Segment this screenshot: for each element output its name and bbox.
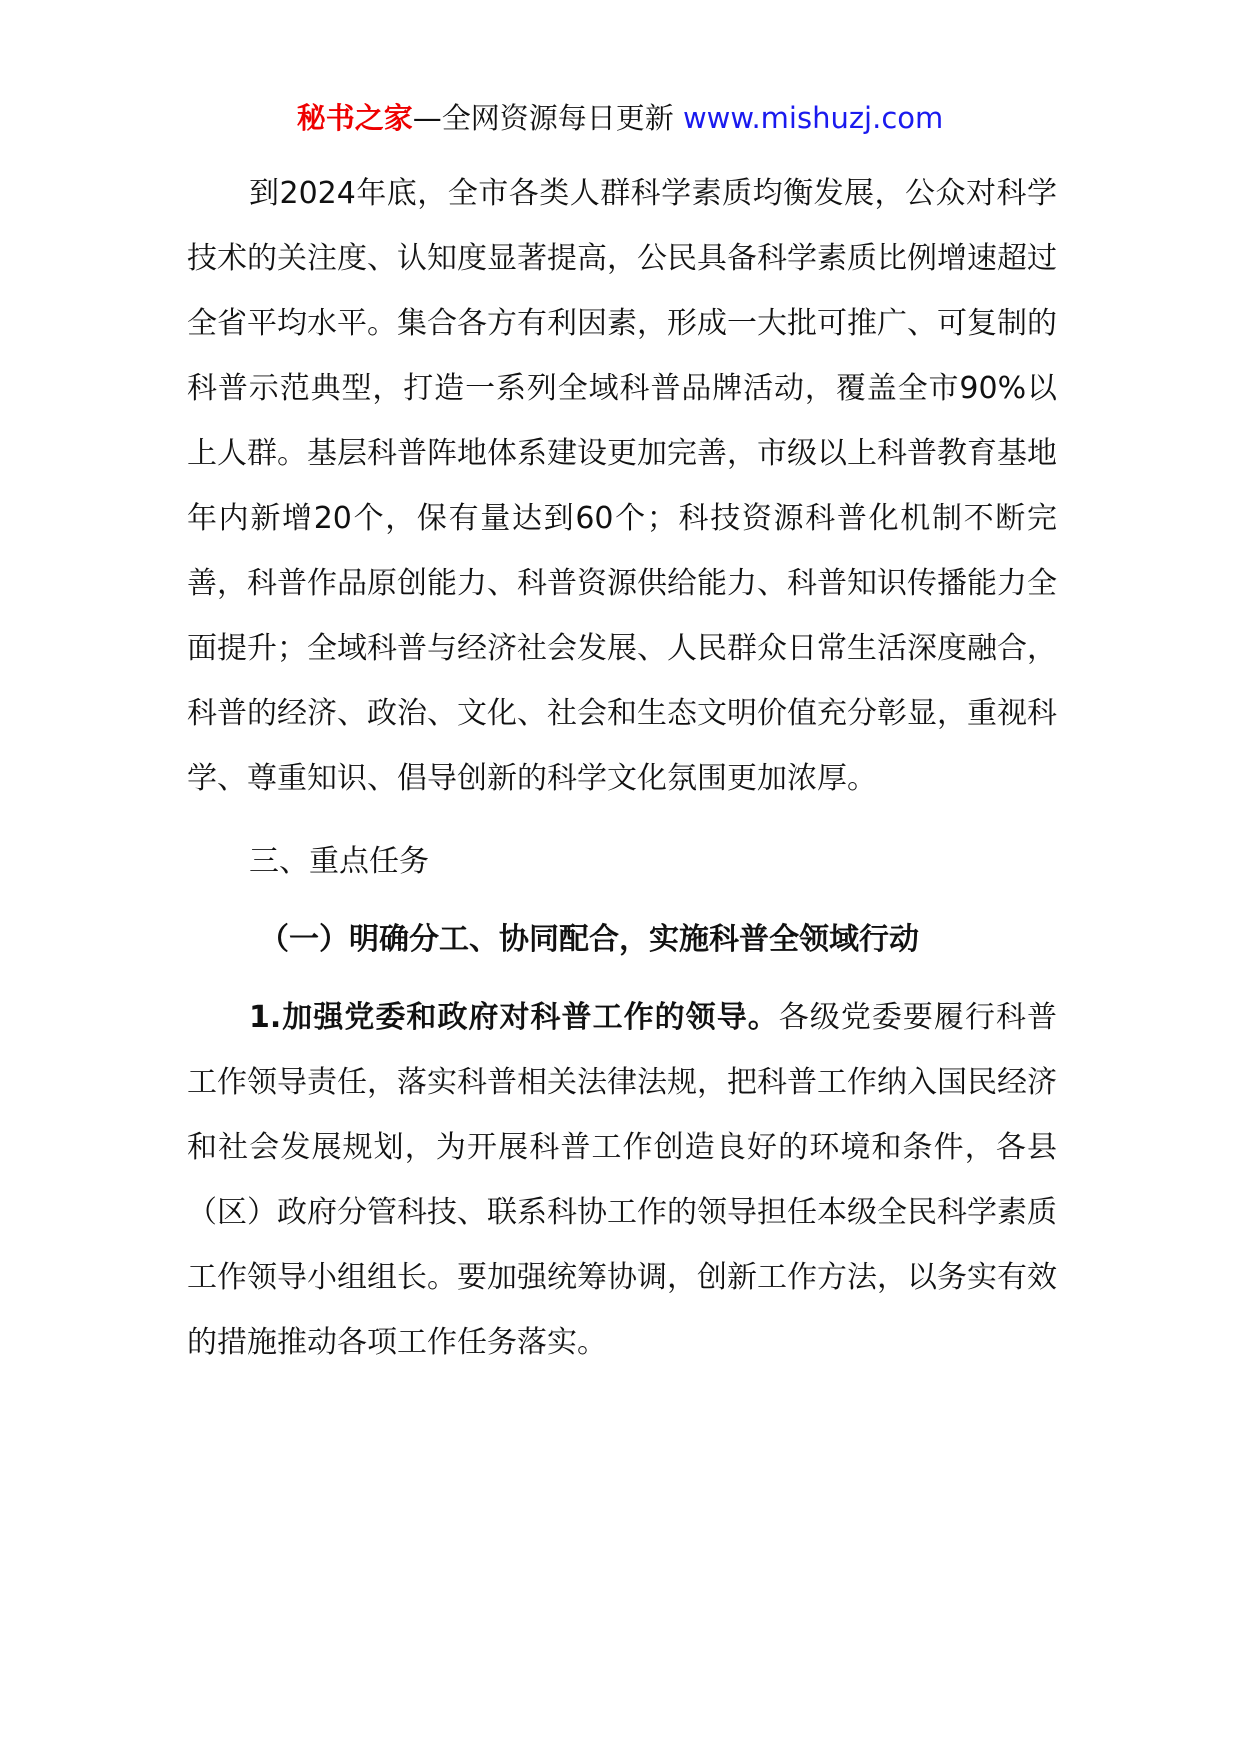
sub-heading: （一）明确分工、协同配合，实施科普全领域行动 xyxy=(259,922,919,957)
site-header xyxy=(0,98,1240,138)
site-url-link[interactable]: www.mishuzj.com xyxy=(682,101,944,135)
document-body xyxy=(187,161,1057,1375)
header-slogan: —全网资源每日更新 xyxy=(412,101,683,135)
section-heading: 三、重点任务 xyxy=(249,844,429,879)
item-lead: 1.加强党委和政府对科普工作的领导。 xyxy=(249,1000,779,1035)
body-paragraph: 到2024年底，全市各类人群科学素质均衡发展，公众对科学技术的关注度、认知度显著提高，公民具备科学素质比例增速超过全省平均水平。集合各方有利因素，形成一大批可推广、可复制的科普示范典型，打造一系列全域科普品牌活动，覆盖全市90%以上人群。基层科普阵地体系建设更加完善，市级以上科普教育基地年内新增20个，保有量达到60个；科技资源科普化机制不断完善，科普作品原创能力、科普资源供给能力、科普知识传播能力全面提升；全域科普与经济社会发展、人民群众日常生活深度融合，科普的经济、政治、文化、社会和生态文明价值充分彰显，重视科学、尊重知识、倡导创新的科学文化氛围更加浓厚。 xyxy=(187,176,1057,796)
item-text: 各级党委要履行科普工作领导责任，落实科普相关法律法规，把科普工作纳入国民经济和社会发展规划，为开展科普工作创造良好的环境和条件，各县（区）政府分管科技、联系科协工作的领导担任本级全民科学素质工作领导小组组长。要加强统筹协调，创新工作方法，以务实有效的措施推动各项工作任务落实。 xyxy=(187,1000,1057,1360)
brand-name: 秘书之家 xyxy=(296,101,413,135)
item-paragraph xyxy=(187,985,1057,1375)
